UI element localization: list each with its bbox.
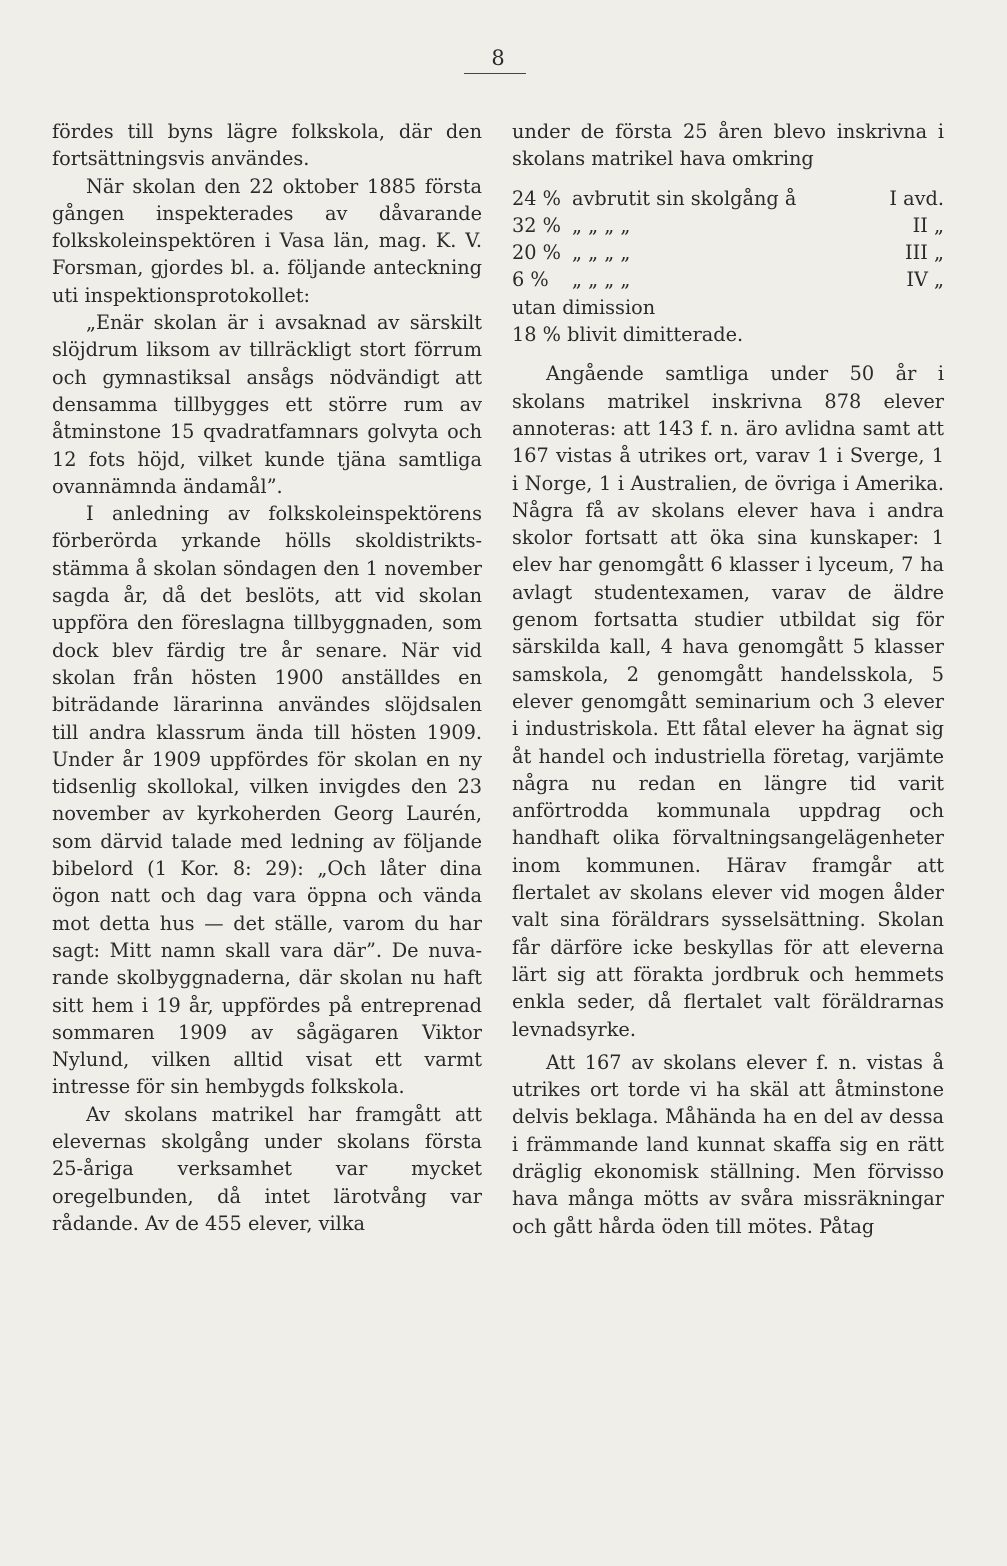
- left-column: [52, 118, 482, 1237]
- right-paragraph-1: Angående samtliga under 50 år i skolans matrikel inskrivna 878 elever annoteras: att 143 f. n. äro avlidna samt att 167 vistas å utrikes ort, varav 1 i Sverge, 1 i Norge, 1 i Australien, de övriga i Amerika. Några få av skolans elever hava i andra skolor fortsatt att öka sina kunskaper: 1 elev har genomgått 6 klasser i lyceum, 7 ha avlagt studentexamen, varav de äldre genom fortsatta studier utbildat sig för särskilda kall, 4 hava genomgått 5 klasser samskola, 2 genomgått handelsskola, 5 elever genomgått seminarium och 3 elever i industriskola. Ett fåtal elever ha ägnat sig åt handel och industriella företag, varjämte några nu redan en längre tid varit anförtrodda kommunala uppdrag och handhaft olika förvaltningsangelägenheter inom kommunen. Härav framgår att flertalet av skolans elever vid mogen ålder valt sina föräldrars sysselsättning. Skolan får därföre icke beskyllas för att eleverna lärt sig att förakta jordbruk och hemmets enkla seder, då flertalet valt föräldrarnas levnadsyrke.: [512, 362, 944, 1041]
- stats-percent: 24 %: [512, 186, 561, 210]
- stats-text: „ „ „ „: [572, 241, 631, 265]
- left-paragraph-4: I anledning av folkskoleinspektörens förberörda yrkande hölls skoldistriktsstämma å skolan söndagen den 1 november sagda år, då det beslöts, att vid skolan uppföra den föreslagna tillbyggnaden, som dock blev färdig tre år senare. När vid skolan från hösten 1900 anställdes en biträdande lärarinna användes slöjdsalen till andra klassrum ända till hösten 1909. Under år 1909 uppfördes för skolan en ny tidsenlig skollokal, vilken invigdes den 23 november av kyrkoherden Georg Laurén, som därvid talade med ledning av följande bibelord (1 Kor. 8: 29): „Och låter dina ögon natt och dag vara öppna och vända mot detta hus — det ställe, varom du har sagt: Mitt namn skall vara där”. De nuvarande skolbyggnaderna, där skolan nu haft sitt hem i 19 år, uppfördes på entreprenad sommaren 1909 av sågägaren Viktor Nylund, vilken alltid visat ett varmt intresse för sin hembygds folkskola.: [52, 502, 482, 1099]
- stats-percent: 20 %: [512, 241, 561, 265]
- stats-text: „ „ „ „: [572, 213, 631, 237]
- stats-division: I avd.: [889, 186, 944, 210]
- stats-percent: 6 %: [512, 268, 549, 292]
- stats-row: [512, 239, 944, 266]
- stats-division: II „: [912, 213, 944, 237]
- stats-row: [512, 185, 944, 212]
- right-paragraph-2: Att 167 av skolans elever f. n. vistas å utrikes ort torde vi ha skäl att åtminstone delvis beklaga. Måhända ha en del av dessa i främmande land kunnat skaffa sig en rätt dräglig ekonomisk ställning. Men förvisso hava många mötts av svåra missräkningar och gått hårda öden till mötes. Påtag: [512, 1050, 944, 1238]
- stats-row: [512, 212, 944, 239]
- stats-division: III „: [905, 241, 944, 265]
- stats-row: [512, 266, 944, 293]
- page-number-rule: [464, 73, 526, 74]
- right-column: [512, 118, 944, 1240]
- stats-note: utan dimission: [512, 295, 656, 319]
- stats-percent: 32 %: [512, 213, 561, 237]
- final-stat: 18 % blivit dimitterade.: [512, 323, 744, 347]
- right-intro: under de första 25 åren blevo inskrivna i skolans matrikel hava omkring: [512, 120, 944, 171]
- left-paragraph-3: „Enär skolan är i avsaknad av särskilt slöjdrum liksom av tillräckligt stort förrum och gymnastiksal ansågs nödvändigt att densamma tillbygges ett större rum av åtminstone 15 qvadratfamnars golvyta och 12 fots höjd, vilket kunde tjäna samtliga ovannämnda ändamål”.: [52, 311, 482, 498]
- stats-text: „ „ „ „: [572, 268, 631, 292]
- stats-division: IV „: [906, 268, 944, 292]
- left-paragraph-2: När skolan den 22 oktober 1885 första gången inspekterades av dåvarande folkskoleinspektören i Vasa län, mag. K. V. Forsman, gjordes bl. a. följande anteckning uti inspektionsprotokollet:: [52, 174, 482, 307]
- left-paragraph-5: Av skolans matrikel har framgått att elevernas skolgång under skolans första 25-åriga verksamhet var mycket oregelbunden, då intet lärotvång var rådande. Av de 455 elever, vilka: [52, 1102, 482, 1235]
- schooling-stats-table: [512, 185, 944, 294]
- stats-text: avbrutit sin skolgång å: [572, 186, 797, 210]
- page-number: 8: [491, 46, 505, 70]
- left-paragraph-1: fördes till byns lägre folkskola, där den fortsättningsvis användes.: [52, 120, 482, 171]
